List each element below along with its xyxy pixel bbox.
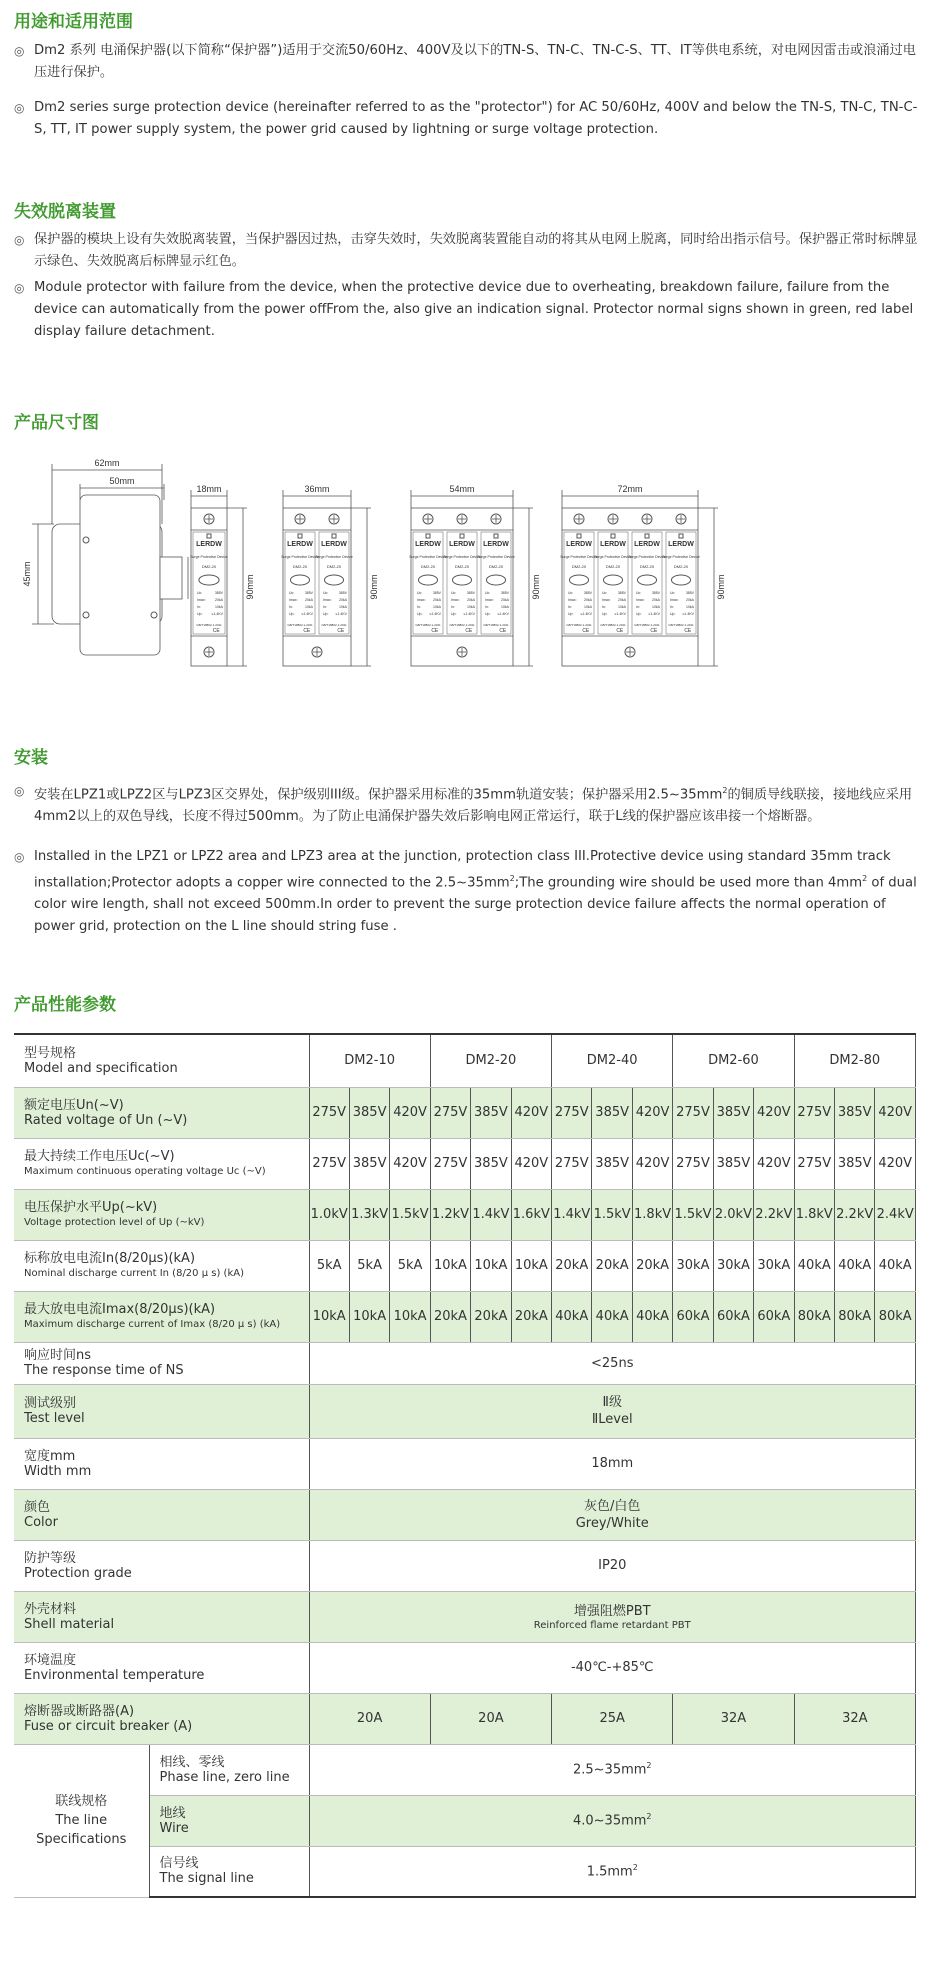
module-caption: Surge Protective Device xyxy=(315,555,353,559)
table-cell: 1.5kV xyxy=(390,1189,430,1240)
spec-key: Up: xyxy=(636,612,642,616)
standard-label: GB/T18802.1-2011 xyxy=(600,623,626,627)
usage-text-cn: Dm2 系列 电涌保护器(以下简称“保护器”)适用于交流50/60Hz、400V及以下的TN-S、TN-C、TN-C-S、TT、IT等供电系统，对电网因雷击或浪涌过电压进行保护。 xyxy=(34,43,916,80)
spec-key: Up: xyxy=(323,612,329,616)
failure-paragraph-cn xyxy=(14,229,919,273)
table-cell: 420V xyxy=(632,1138,672,1189)
brand-label: LERDW xyxy=(196,541,222,548)
table-row: 最大持续工作电压Uc(~V) Maximum continuous operating voltage Uc (~V) 275V 385V 420V 275V 385V 420V 275V 385V 420V 275V 385V 420V 275V 385V 420V xyxy=(14,1138,916,1189)
spec-val: 385V xyxy=(685,591,694,595)
width-value: 18mm xyxy=(309,1438,916,1489)
table-row: 联线规格 The line Specifications 相线、零线 Phase line, zero line $2.5\sim 35mm^2$ xyxy=(14,1744,916,1795)
line-spec-label: 联线规格 The line Specifications xyxy=(14,1744,149,1897)
table-cell: 275V xyxy=(309,1138,349,1189)
spec-key: Up: xyxy=(451,612,457,616)
module-width-label: 54mm xyxy=(449,484,475,494)
spec-key: Uc: xyxy=(289,591,295,595)
table-cell: 1.2kV xyxy=(430,1189,470,1240)
table-cell: 30kA xyxy=(713,1240,753,1291)
module-model: DM2-20 xyxy=(454,564,470,569)
table-cell: 10kA xyxy=(309,1291,349,1342)
ce-mark: CE xyxy=(499,628,507,634)
standard-label: GB/T18802.1-2011 xyxy=(321,623,347,627)
section-title-failure: 失效脱离装置 xyxy=(14,202,116,222)
standard-label: GB/T18802.1-2011 xyxy=(483,623,509,627)
table-cell: 1.8kV xyxy=(632,1189,672,1240)
spec-key: Up: xyxy=(670,612,676,616)
spec-val: ≤1.4KV xyxy=(648,612,660,616)
brand-label: LERDW xyxy=(634,541,660,548)
table-cell: 1.0kV xyxy=(309,1189,349,1240)
table-cell: 20kA xyxy=(511,1291,551,1342)
standard-label: GB/T18802.1-2011 xyxy=(287,623,313,627)
table-cell: 5kA xyxy=(349,1240,389,1291)
spec-val: 10kA xyxy=(618,605,626,609)
module-model: DM2-20 xyxy=(420,564,436,569)
table-cell: 385V xyxy=(713,1138,753,1189)
table-cell: 385V xyxy=(834,1087,874,1138)
table-cell: 30kA xyxy=(673,1240,713,1291)
section-title-install: 安装 xyxy=(14,748,48,768)
spec-val: ≤1.4KV xyxy=(497,612,509,616)
spec-val: 10kA xyxy=(467,605,475,609)
spec-val: 20kA xyxy=(339,598,347,602)
table-cell: 10kA xyxy=(471,1240,511,1291)
table-cell: 5kA xyxy=(390,1240,430,1291)
table-cell: 20kA xyxy=(471,1291,511,1342)
spec-key: Up: xyxy=(485,612,491,616)
bullet-icon: ◎ xyxy=(14,44,25,58)
model-header: DM2-20 xyxy=(430,1034,551,1087)
table-cell: 1.8kV xyxy=(794,1189,834,1240)
table-cell: 1.6kV xyxy=(511,1189,551,1240)
spec-val: 385V xyxy=(466,591,475,595)
spec-key: Up: xyxy=(602,612,608,616)
test-value: Ⅱ级 ⅡLevel xyxy=(309,1384,916,1438)
spec-key: Up: xyxy=(568,612,574,616)
spec-key: Imax: xyxy=(451,598,460,602)
table-row: 熔断器或断路器(A) Fuse or circuit breaker (A) 20A 20A 25A 32A 32A xyxy=(14,1693,916,1744)
spec-key: Imax: xyxy=(670,598,679,602)
brand-label: LERDW xyxy=(600,541,626,548)
table-cell: 275V xyxy=(430,1138,470,1189)
spec-key: Imax: xyxy=(602,598,611,602)
model-header: DM2-80 xyxy=(794,1034,915,1087)
spec-val: ≤1.4KV xyxy=(682,612,694,616)
table-cell: 420V xyxy=(754,1138,794,1189)
table-cell: 385V xyxy=(471,1087,511,1138)
table-cell: 385V xyxy=(471,1138,511,1189)
spec-val: 20kA xyxy=(305,598,313,602)
spec-key: In: xyxy=(197,605,201,609)
table-header-row xyxy=(14,1034,916,1087)
module-caption: Surge Protective Device xyxy=(594,555,632,559)
ce-mark: CE xyxy=(616,628,624,634)
spec-val: 20kA xyxy=(652,598,660,602)
side-height-total: 45mm xyxy=(22,561,32,587)
spec-key: Imax: xyxy=(417,598,426,602)
table-cell: 385V xyxy=(349,1138,389,1189)
table-cell: 20kA xyxy=(430,1291,470,1342)
table-cell: 20kA xyxy=(592,1240,632,1291)
table-cell: 275V xyxy=(794,1138,834,1189)
standard-label: GB/T18802.1-2011 xyxy=(196,623,222,627)
spec-val: 20kA xyxy=(433,598,441,602)
spec-key: Imax: xyxy=(289,598,298,602)
spec-key: Imax: xyxy=(197,598,206,602)
module-height-label: 90mm xyxy=(245,574,255,600)
spec-val: 10kA xyxy=(584,605,592,609)
bullet-icon: ◎ xyxy=(14,850,25,864)
table-cell: 385V xyxy=(592,1087,632,1138)
spec-key: Up: xyxy=(197,612,203,616)
table-cell: 10kA xyxy=(511,1240,551,1291)
spec-val: 385V xyxy=(338,591,347,595)
table-cell: 60kA xyxy=(673,1291,713,1342)
failure-text-cn: 保护器的模块上设有失效脱离装置，当保护器因过热，击穿失效时，失效脱离装置能自动的将其从电网上脱离，同时给出指示信号。保护器正常时标牌显示绿色、失效脱离后标牌显示红色。 xyxy=(34,232,918,269)
table-cell: 20kA xyxy=(552,1240,592,1291)
spec-val: 10kA xyxy=(652,605,660,609)
standard-label: GB/T18802.1-2011 xyxy=(566,623,592,627)
table-row: 信号线 The signal line $1.5mm^2$ xyxy=(14,1846,916,1897)
module-caption: Surge Protective Device xyxy=(190,555,228,559)
env-value: -40℃-+85℃ xyxy=(309,1642,916,1693)
spec-key: Uc: xyxy=(417,591,423,595)
table-cell: 80kA xyxy=(834,1291,874,1342)
table-row: 标称放电电流In(8/20μs)(kA) Nominal discharge current In (8/20 μ s) (kA) 5kA 5kA 5kA 10kA 10kA 10kA 20kA 20kA 20kA 30kA 30kA 30kA 40kA 40kA 40kA xyxy=(14,1240,916,1291)
spec-val: ≤1.4KV xyxy=(463,612,475,616)
ce-mark: CE xyxy=(465,628,473,634)
module-caption: Surge Protective Device xyxy=(409,555,447,559)
bullet-icon: ◎ xyxy=(14,784,25,798)
response-value: <25ns xyxy=(309,1342,916,1384)
table-cell: 40kA xyxy=(632,1291,672,1342)
table-cell: 420V xyxy=(875,1087,916,1138)
spec-key: In: xyxy=(451,605,455,609)
spec-key: Imax: xyxy=(568,598,577,602)
standard-label: GB/T18802.1-2011 xyxy=(415,623,441,627)
dimension-drawings xyxy=(14,440,914,730)
brand-label: LERDW xyxy=(483,541,509,548)
spec-val: 20kA xyxy=(501,598,509,602)
spec-val: ≤1.4KV xyxy=(580,612,592,616)
side-width-total: 62mm xyxy=(94,458,120,468)
table-cell: 385V xyxy=(592,1138,632,1189)
brand-label: LERDW xyxy=(566,541,592,548)
table-cell: 40kA xyxy=(794,1240,834,1291)
table-cell: 60kA xyxy=(754,1291,794,1342)
table-cell: 275V xyxy=(309,1087,349,1138)
module-caption: Surge Protective Device xyxy=(628,555,666,559)
module-caption: Surge Protective Device xyxy=(662,555,700,559)
section-title-params: 产品性能参数 xyxy=(14,995,116,1015)
section-title-dimensions: 产品尺寸图 xyxy=(14,413,99,433)
side-view-rail xyxy=(80,495,160,655)
usage-paragraph-cn xyxy=(14,40,919,84)
spec-val: 10kA xyxy=(501,605,509,609)
failure-paragraph-en xyxy=(14,277,919,343)
ce-mark: CE xyxy=(431,628,439,634)
shell-value: 增强阻燃PBT Reinforced flame retardant PBT xyxy=(309,1591,916,1642)
table-cell: 420V xyxy=(390,1138,430,1189)
brand-label: LERDW xyxy=(668,541,694,548)
module-caption: Surge Protective Device xyxy=(443,555,481,559)
bullet-icon: ◎ xyxy=(14,281,25,295)
failure-text-en: Module protector with failure from the device, when the protective device due to overheating, breakdown failure, failure from the device can automatically from the power offFrom the, also give an indication signal. Protector normal signs shown in green, red label display failure detachment. xyxy=(34,280,914,339)
spec-val: 20kA xyxy=(467,598,475,602)
table-cell: 1.4kV xyxy=(471,1189,511,1240)
brand-label: LERDW xyxy=(415,541,441,548)
usage-paragraph-en xyxy=(14,97,919,141)
table-cell: 10kA xyxy=(349,1291,389,1342)
table-row: 环境温度 Environmental temperature -40℃-+85℃ xyxy=(14,1642,916,1693)
module-caption: Surge Protective Device xyxy=(281,555,319,559)
install-text-cn: 安装在LPZ1或LPZ2区与LPZ3区交界处，保护级别III级。保护器采用标准的35mm轨道安装；保护器采用$2.5\sim 35mm^2$的铜质导线联接，接地线应采用4mm2以上的双色导线，长度不得过500mm。为了防止电涌保护器失效后影响电网正常运行，联于L线的保护器应该串接一个熔断器。 xyxy=(34,786,913,825)
brand-label: LERDW xyxy=(287,541,313,548)
install-text-en: Installed in the LPZ1 or LPZ2 area and LPZ3 area at the junction, protection class III.Protective device using standard 35mm track installation;Protector adopts a copper wire connected to the $2.5\sim 35mm^2;The$ grounding wire should be used more than $4mm^2$ of dual color wire length, shall not exceed 500mm.In order to prevent the surge protection device failure affects the normal operation of power grid, protection on the L line should string fuse . xyxy=(34,849,917,935)
table-cell: 40kA xyxy=(875,1240,916,1291)
spec-val: 20kA xyxy=(215,598,223,602)
table-cell: 275V xyxy=(430,1087,470,1138)
ce-mark: CE xyxy=(337,628,345,634)
spec-val: ≤1.4KV xyxy=(211,612,223,616)
spec-val: 10kA xyxy=(433,605,441,609)
spec-val: ≤1.4KV xyxy=(335,612,347,616)
table-cell: 420V xyxy=(511,1087,551,1138)
table-row: 颜色 Color 灰色/白色 Grey/White xyxy=(14,1489,916,1540)
install-paragraph-en xyxy=(14,846,919,938)
spec-key: In: xyxy=(568,605,572,609)
table-row: 响应时间ns The response time of NS <25ns xyxy=(14,1342,916,1384)
spec-key: In: xyxy=(670,605,674,609)
table-cell: 2.0kV xyxy=(713,1189,753,1240)
spec-key: In: xyxy=(602,605,606,609)
module-width-label: 36mm xyxy=(304,484,330,494)
module-model: DM2-20 xyxy=(571,564,587,569)
model-header: DM2-10 xyxy=(309,1034,430,1087)
table-row: 外壳材料 Shell material 增强阻燃PBT Reinforced flame retardant PBT xyxy=(14,1591,916,1642)
table-cell: 420V xyxy=(511,1138,551,1189)
table-cell: 2.2kV xyxy=(754,1189,794,1240)
spec-val: ≤1.4KV xyxy=(614,612,626,616)
table-cell: 5kA xyxy=(309,1240,349,1291)
module-height-label: 90mm xyxy=(369,574,379,600)
spec-val: 20kA xyxy=(584,598,592,602)
table-row: 电压保护水平Up(~kV) Voltage protection level of Up (~kV) 1.0kV 1.3kV 1.5kV 1.2kV 1.4kV 1.6kV 1.4kV 1.5kV 1.8kV 1.5kV 2.0kV 2.2kV 1.8kV 2.2kV 2.4kV xyxy=(14,1189,916,1240)
spec-val: 385V xyxy=(304,591,313,595)
spec-key: Uc: xyxy=(602,591,608,595)
model-header: DM2-60 xyxy=(673,1034,794,1087)
spec-key: Up: xyxy=(289,612,295,616)
spec-key: In: xyxy=(417,605,421,609)
color-value: 灰色/白色 Grey/White xyxy=(309,1489,916,1540)
table-cell: 1.3kV xyxy=(349,1189,389,1240)
spec-key: Up: xyxy=(417,612,423,616)
spec-key: Uc: xyxy=(568,591,574,595)
table-cell: 275V xyxy=(673,1087,713,1138)
spec-val: 385V xyxy=(432,591,441,595)
spec-val: 20kA xyxy=(686,598,694,602)
table-cell: 10kA xyxy=(430,1240,470,1291)
table-cell: 275V xyxy=(552,1087,592,1138)
table-cell: 385V xyxy=(349,1087,389,1138)
spec-table xyxy=(14,1033,916,1898)
side-width-rail: 50mm xyxy=(109,476,135,486)
table-cell: 420V xyxy=(632,1087,672,1138)
bullet-icon: ◎ xyxy=(14,233,25,247)
table-cell: 420V xyxy=(875,1138,916,1189)
module-model: DM2-20 xyxy=(488,564,504,569)
spec-val: 385V xyxy=(583,591,592,595)
module-height-label: 90mm xyxy=(716,574,726,600)
spec-val: 10kA xyxy=(686,605,694,609)
usage-text-en: Dm2 series surge protection device (hereinafter referred to as the "protector") for AC 50/60Hz, 400V and below the TN-S, TN-C, TN-C-S, TT, IT power supply system, the power grid caused by lightning or surge voltage protection. xyxy=(34,100,918,137)
spec-val: 385V xyxy=(500,591,509,595)
grade-value: IP20 xyxy=(309,1540,916,1591)
brand-label: LERDW xyxy=(449,541,475,548)
module-model: DM2-20 xyxy=(605,564,621,569)
spec-val: 20kA xyxy=(618,598,626,602)
spec-key: Uc: xyxy=(197,591,203,595)
spec-val: 385V xyxy=(214,591,223,595)
spec-key: Uc: xyxy=(670,591,676,595)
spec-val: 10kA xyxy=(339,605,347,609)
table-cell: 275V xyxy=(794,1087,834,1138)
table-cell: 60kA xyxy=(713,1291,753,1342)
table-row: 宽度mm Width mm 18mm xyxy=(14,1438,916,1489)
spec-val: ≤1.4KV xyxy=(429,612,441,616)
table-cell: 80kA xyxy=(794,1291,834,1342)
header-label: 型号规格 Model and specification xyxy=(14,1034,309,1087)
brand-label: LERDW xyxy=(321,541,347,548)
spec-val: 10kA xyxy=(215,605,223,609)
bullet-icon: ◎ xyxy=(14,101,25,115)
module-caption: Surge Protective Device xyxy=(560,555,598,559)
table-row: 防护等级 Protection grade IP20 xyxy=(14,1540,916,1591)
spec-key: In: xyxy=(636,605,640,609)
ce-mark: CE xyxy=(303,628,311,634)
table-cell: 420V xyxy=(754,1087,794,1138)
spec-key: Uc: xyxy=(485,591,491,595)
ce-mark: CE xyxy=(650,628,658,634)
spec-key: In: xyxy=(289,605,293,609)
table-cell: 40kA xyxy=(834,1240,874,1291)
table-cell: 275V xyxy=(552,1138,592,1189)
side-view-clip xyxy=(160,557,182,599)
table-cell: 2.2kV xyxy=(834,1189,874,1240)
spec-val: 10kA xyxy=(305,605,313,609)
spec-key: In: xyxy=(485,605,489,609)
table-cell: 385V xyxy=(713,1087,753,1138)
table-cell: 2.4kV xyxy=(875,1189,916,1240)
spec-val: ≤1.4KV xyxy=(301,612,313,616)
module-model: DM2-20 xyxy=(292,564,308,569)
table-cell: 1.5kV xyxy=(673,1189,713,1240)
table-cell: 1.4kV xyxy=(552,1189,592,1240)
table-cell: 1.5kV xyxy=(592,1189,632,1240)
table-cell: 385V xyxy=(834,1138,874,1189)
module-caption: Surge Protective Device xyxy=(477,555,515,559)
module-model: DM2-20 xyxy=(201,564,217,569)
module-model: DM2-20 xyxy=(639,564,655,569)
ce-mark: CE xyxy=(684,628,692,634)
spec-val: 385V xyxy=(617,591,626,595)
table-cell: 80kA xyxy=(875,1291,916,1342)
spec-key: Uc: xyxy=(636,591,642,595)
module-model: DM2-20 xyxy=(326,564,342,569)
table-cell: 275V xyxy=(673,1138,713,1189)
ce-mark: CE xyxy=(212,628,220,634)
spec-key: In: xyxy=(323,605,327,609)
module-width-label: 72mm xyxy=(617,484,643,494)
ce-mark: CE xyxy=(582,628,590,634)
table-row: 最大放电电流Imax(8/20μs)(kA) Maximum discharge current of Imax (8/20 μ s) (kA) 10kA 10kA 10kA 20kA 20kA 20kA 40kA 40kA 40kA 60kA 60kA 60kA 80kA 80kA 80kA xyxy=(14,1291,916,1342)
table-cell: 40kA xyxy=(552,1291,592,1342)
module-width-label: 18mm xyxy=(196,484,222,494)
spec-key: Imax: xyxy=(485,598,494,602)
table-cell: 40kA xyxy=(592,1291,632,1342)
table-cell: 20kA xyxy=(632,1240,672,1291)
standard-label: GB/T18802.1-2011 xyxy=(449,623,475,627)
table-cell: 10kA xyxy=(390,1291,430,1342)
table-row: 测试级别 Test level Ⅱ级 ⅡLevel xyxy=(14,1384,916,1438)
model-header: DM2-40 xyxy=(552,1034,673,1087)
spec-key: Uc: xyxy=(323,591,329,595)
table-row: 额定电压Un(~V) Rated voltage of Un (~V) 275V 385V 420V 275V 385V 420V 275V 385V 420V 275V 385V 420V 275V 385V 420V xyxy=(14,1087,916,1138)
standard-label: GB/T18802.1-2011 xyxy=(634,623,660,627)
spec-key: Uc: xyxy=(451,591,457,595)
install-paragraph-cn xyxy=(14,780,919,828)
spec-key: Imax: xyxy=(636,598,645,602)
module-model: DM2-20 xyxy=(673,564,689,569)
table-cell: 30kA xyxy=(754,1240,794,1291)
table-cell: 420V xyxy=(390,1087,430,1138)
standard-label: GB/T18802.1-2011 xyxy=(668,623,694,627)
table-row: 地线 Wire $4.0\sim 35mm^2$ xyxy=(14,1795,916,1846)
spec-val: 385V xyxy=(651,591,660,595)
section-title-usage: 用途和适用范围 xyxy=(14,12,133,32)
spec-key: Imax: xyxy=(323,598,332,602)
module-height-label: 90mm xyxy=(531,574,541,600)
